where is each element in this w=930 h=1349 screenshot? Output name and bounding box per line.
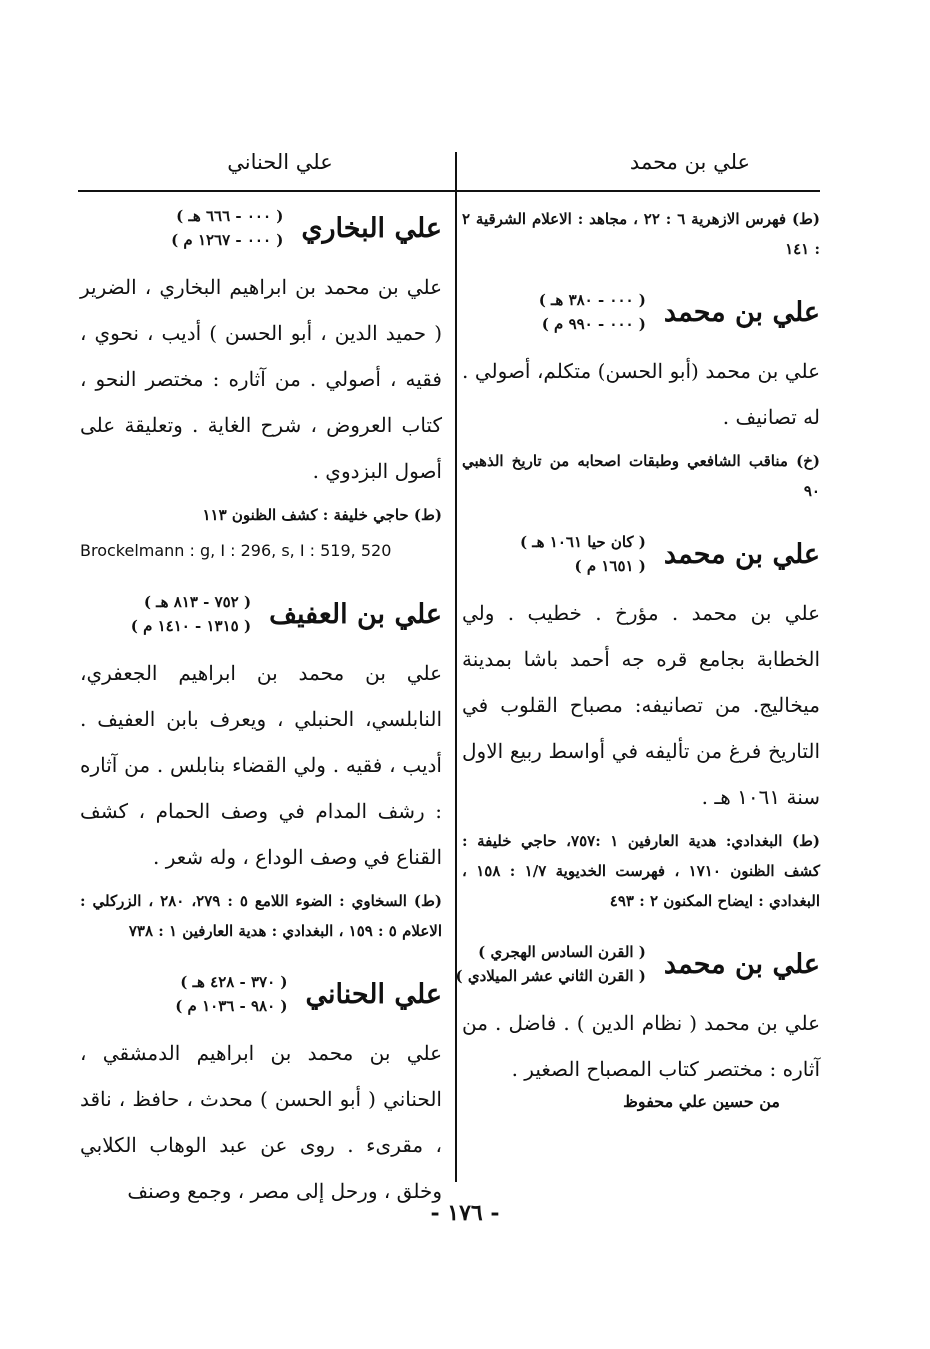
entry-ali-al-hanani: [80, 964, 442, 1214]
entry-body: علي بن محمد بن ابراهيم الجعفري، النابلسي، الحنبلي ، ويعرف بابن العفيف . أديب ، فقيه . ولي القضاء بنابلس . من آثاره : رشف المدام في وصف الحمام ، كشف القناع في وصف الوداع ، وله شعر .: [80, 661, 442, 869]
entry-name: علي بن محمد: [663, 538, 820, 570]
entry-dates: [171, 204, 283, 252]
continued-reference: (ط) فهرس الازهرية ٦ : ٢٢ ، مجاهد : الاعلام الشرقية ٢ : ١٤١: [462, 210, 821, 258]
entry-reference: (ط) حاجي خليفة : كشف الظنون ١١٣: [202, 506, 442, 524]
entry-name: علي البخاري: [301, 212, 442, 244]
contributor-signature: من حسين علي محفوظ: [623, 1092, 780, 1111]
date-gregorian: ( ١٦٥١ م ): [574, 557, 646, 575]
left-column: [80, 198, 442, 1232]
entry-body: علي بن محمد . مؤرخ . خطيب . ولي الخطابة بجامع قره جه أحمد باشا بمدينة ميخاليج. من تصانيفه: مصباح القلوب في التاريخ فرغ من تأليفه في أواسط ربيع الاول سنة ١٠٦١ هـ .: [462, 601, 820, 809]
date-gregorian: ( ٠٠٠ - ٩٩٠ م ): [541, 315, 646, 333]
entry-name: علي بن محمد: [663, 296, 820, 328]
column-divider: [455, 152, 457, 1182]
date-gregorian: ( القرن الثاني عشر الميلادي ): [455, 967, 646, 985]
entry-reference: (ط) السخاوي : الضوء اللامع ٥ : ٢٧٩، ٢٨٠ ، الزركلي : الاعلام ٥ : ١٥٩ ، البغدادي : هدية العارفين ١ : ٧٣٨: [80, 892, 442, 940]
entry-name: علي بن محمد: [663, 948, 820, 980]
entry-dates: [520, 530, 646, 578]
header-rule: [78, 190, 820, 192]
page-number: - ١٧٦ -: [430, 1200, 500, 1226]
entry-ali-bin-al-afif: [80, 584, 442, 946]
entry-dates: [456, 940, 646, 988]
entry-body: علي بن محمد ( نظام الدين ) . فاضل . من آثاره : مختصر كتاب المصباح الصغير .: [462, 1011, 820, 1081]
date-hijri: ( ٠٠٠ - ٣٨٠ هـ ): [538, 291, 646, 309]
date-hijri: ( ٣٧٠ - ٤٢٨ هـ ): [180, 973, 288, 991]
entry-reference-latin: Brockelmann : g, I : 296, s, I : 519, 520: [80, 541, 392, 560]
entry-heading: [80, 964, 442, 1024]
entry-heading: [455, 934, 820, 994]
entry-ali-bin-muhammad-1: [462, 282, 820, 506]
entry-heading: [80, 584, 442, 644]
entry-dates: [539, 288, 646, 336]
entry-reference: (ط) البغدادي: هدية العارفين ١ :٧٥٧، حاجي خليفة : كشف الظنون ١٧١٠ ، فهرست الخديوية ١/٧ : ١٥٨ ، البغدادي : ايضاح المكنون ٢ : ٤٩٣: [462, 832, 821, 910]
entry-heading: [80, 198, 442, 258]
entry-heading: [462, 282, 820, 342]
entry-name: علي بن العفيف: [269, 598, 442, 630]
entry-reference: (خ) مناقب الشافعي وطبقات اصحابه من تاريخ الذهبي ٩٠: [462, 452, 820, 500]
date-hijri: ( كان حيا ١٠٦١ هـ ): [519, 533, 646, 551]
entry-name: علي الحناني: [305, 978, 442, 1010]
date-hijri: ( ٠٠٠ - ٦٦٦ هـ ): [176, 207, 284, 225]
running-header-right: علي بن محمد: [629, 150, 751, 174]
entry-ali-al-bukhari: [80, 198, 442, 566]
entry-ali-bin-muhammad-3: [455, 934, 820, 1111]
date-gregorian: ( ١٣١٥ - ١٤١٠ م ): [130, 617, 252, 635]
right-column: [455, 198, 821, 1129]
entry-heading: [462, 524, 820, 584]
date-hijri: ( القرن السادس الهجري ): [478, 943, 646, 961]
running-header-left: علي الحناني: [227, 150, 333, 174]
entry-ali-bin-muhammad-2: [462, 524, 820, 916]
entry-dates: [175, 970, 287, 1018]
date-hijri: ( ٧٥٢ - ٨١٣ هـ ): [143, 593, 252, 611]
date-gregorian: ( ٠٠٠ - ١٢٦٧ م ): [171, 231, 284, 249]
entry-body: علي بن محمد بن ابراهيم البخاري ، الضرير ( حميد الدين ، أبو الحسن ) أديب ، نحوي ، فقيه ، أصولي . من آثاره : مختصر النحو ، كتاب العروض ، شرح الغاية . وتعليقة على أصول البزدوي .: [80, 275, 442, 483]
date-gregorian: ( ٩٨٠ - ١٠٣٦ م ): [175, 997, 288, 1015]
entry-body: علي بن محمد (أبو الحسن) متكلم، أصولي . له تصانيف .: [462, 359, 820, 429]
entry-dates: [131, 590, 251, 638]
entry-body: علي بن محمد بن ابراهيم الدمشقي ، الحناني ( أبو الحسن ) محدث ، حافظ ، ناقد ، مقرىء . روى عن عبد الوهاب الكلابي وخلق ، ورحل إلى مصر ، وجمع وصنف: [80, 1041, 442, 1203]
